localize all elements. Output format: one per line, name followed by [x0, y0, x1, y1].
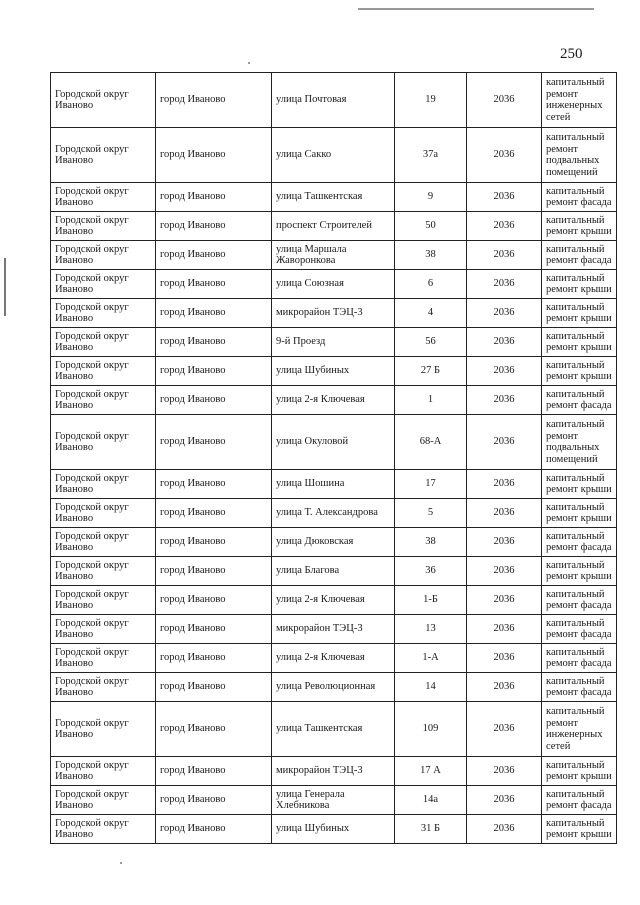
table-row	[51, 386, 617, 415]
district-cell: Городской округ Иваново	[51, 815, 156, 844]
city-cell: город Иваново	[156, 499, 272, 528]
city-cell: город Иваново	[156, 415, 272, 470]
table-row	[51, 615, 617, 644]
house-number-cell: 31 Б	[395, 815, 467, 844]
house-number-cell: 13	[395, 615, 467, 644]
year-cell: 2036	[467, 183, 542, 212]
work-type-cell: капитальный ремонт подвальных помещений	[542, 128, 617, 183]
work-type-cell: капитальный ремонт крыши	[542, 270, 617, 299]
city-cell: город Иваново	[156, 73, 272, 128]
table-body	[51, 73, 617, 844]
house-number-cell: 1-Б	[395, 586, 467, 615]
work-type-cell: капитальный ремонт крыши	[542, 212, 617, 241]
district-cell: Городской округ Иваново	[51, 299, 156, 328]
district-cell: Городской округ Иваново	[51, 183, 156, 212]
house-number-cell: 6	[395, 270, 467, 299]
city-cell: город Иваново	[156, 270, 272, 299]
street-cell: улица Союзная	[272, 270, 395, 299]
work-type-cell: капитальный ремонт крыши	[542, 815, 617, 844]
district-cell: Городской округ Иваново	[51, 128, 156, 183]
street-cell: улица Окуловой	[272, 415, 395, 470]
year-cell: 2036	[467, 73, 542, 128]
street-cell: микрорайон ТЭЦ-3	[272, 299, 395, 328]
district-cell: Городской округ Иваново	[51, 499, 156, 528]
work-type-cell: капитальный ремонт крыши	[542, 557, 617, 586]
work-type-cell: капитальный ремонт инженерных сетей	[542, 702, 617, 757]
work-type-cell: капитальный ремонт фасада	[542, 586, 617, 615]
city-cell: город Иваново	[156, 328, 272, 357]
table-row	[51, 702, 617, 757]
city-cell: город Иваново	[156, 557, 272, 586]
work-type-cell: капитальный ремонт инженерных сетей	[542, 73, 617, 128]
city-cell: город Иваново	[156, 615, 272, 644]
work-type-cell: капитальный ремонт фасада	[542, 644, 617, 673]
city-cell: город Иваново	[156, 212, 272, 241]
house-number-cell: 27 Б	[395, 357, 467, 386]
street-cell: микрорайон ТЭЦ-3	[272, 757, 395, 786]
city-cell: город Иваново	[156, 241, 272, 270]
table-row	[51, 673, 617, 702]
table-row	[51, 128, 617, 183]
table-row	[51, 73, 617, 128]
house-number-cell: 14	[395, 673, 467, 702]
table-row	[51, 557, 617, 586]
table-row	[51, 357, 617, 386]
table-row	[51, 328, 617, 357]
street-cell: улица Т. Александрова	[272, 499, 395, 528]
house-number-cell: 36	[395, 557, 467, 586]
year-cell: 2036	[467, 299, 542, 328]
district-cell: Городской округ Иваново	[51, 470, 156, 499]
work-type-cell: капитальный ремонт крыши	[542, 357, 617, 386]
house-number-cell: 19	[395, 73, 467, 128]
district-cell: Городской округ Иваново	[51, 212, 156, 241]
district-cell: Городской округ Иваново	[51, 73, 156, 128]
city-cell: город Иваново	[156, 128, 272, 183]
work-type-cell: капитальный ремонт фасада	[542, 183, 617, 212]
year-cell: 2036	[467, 241, 542, 270]
house-number-cell: 17	[395, 470, 467, 499]
year-cell: 2036	[467, 673, 542, 702]
city-cell: город Иваново	[156, 757, 272, 786]
street-cell: улица Почтовая	[272, 73, 395, 128]
street-cell: улица Сакко	[272, 128, 395, 183]
district-cell: Городской округ Иваново	[51, 644, 156, 673]
house-number-cell: 5	[395, 499, 467, 528]
table-row	[51, 528, 617, 557]
year-cell: 2036	[467, 499, 542, 528]
work-type-cell: капитальный ремонт фасада	[542, 241, 617, 270]
city-cell: город Иваново	[156, 644, 272, 673]
street-cell: 9-й Проезд	[272, 328, 395, 357]
table-row	[51, 586, 617, 615]
house-number-cell: 14а	[395, 786, 467, 815]
house-number-cell: 50	[395, 212, 467, 241]
house-number-cell: 56	[395, 328, 467, 357]
district-cell: Городской округ Иваново	[51, 528, 156, 557]
house-number-cell: 1-А	[395, 644, 467, 673]
work-type-cell: капитальный ремонт крыши	[542, 328, 617, 357]
work-type-cell: капитальный ремонт крыши	[542, 470, 617, 499]
table-row	[51, 241, 617, 270]
street-cell: улица Шубиных	[272, 815, 395, 844]
district-cell: Городской округ Иваново	[51, 386, 156, 415]
district-cell: Городской округ Иваново	[51, 557, 156, 586]
district-cell: Городской округ Иваново	[51, 786, 156, 815]
year-cell: 2036	[467, 557, 542, 586]
street-cell: улица 2-я Ключевая	[272, 644, 395, 673]
street-cell: улица Маршала Жаворонкова	[272, 241, 395, 270]
city-cell: город Иваново	[156, 815, 272, 844]
district-cell: Городской округ Иваново	[51, 702, 156, 757]
year-cell: 2036	[467, 386, 542, 415]
district-cell: Городской округ Иваново	[51, 586, 156, 615]
table-row	[51, 499, 617, 528]
street-cell: улица Благова	[272, 557, 395, 586]
street-cell: улица Ташкентская	[272, 183, 395, 212]
house-number-cell: 4	[395, 299, 467, 328]
house-number-cell: 38	[395, 241, 467, 270]
district-cell: Городской округ Иваново	[51, 673, 156, 702]
street-cell: улица Шошина	[272, 470, 395, 499]
city-cell: город Иваново	[156, 786, 272, 815]
street-cell: проспект Строителей	[272, 212, 395, 241]
street-cell: улица Дюковская	[272, 528, 395, 557]
table-row	[51, 644, 617, 673]
table-row	[51, 183, 617, 212]
table-row	[51, 299, 617, 328]
table-row	[51, 270, 617, 299]
work-type-cell: капитальный ремонт крыши	[542, 299, 617, 328]
table-row	[51, 786, 617, 815]
scan-edge-mark	[358, 8, 594, 10]
street-cell: улица Ташкентская	[272, 702, 395, 757]
house-number-cell: 1	[395, 386, 467, 415]
city-cell: город Иваново	[156, 586, 272, 615]
work-type-cell: капитальный ремонт фасада	[542, 386, 617, 415]
street-cell: улица Революционная	[272, 673, 395, 702]
work-type-cell: капитальный ремонт фасада	[542, 528, 617, 557]
year-cell: 2036	[467, 415, 542, 470]
scan-speck	[120, 862, 122, 864]
year-cell: 2036	[467, 470, 542, 499]
district-cell: Городской округ Иваново	[51, 757, 156, 786]
district-cell: Городской округ Иваново	[51, 415, 156, 470]
house-number-cell: 17 А	[395, 757, 467, 786]
year-cell: 2036	[467, 357, 542, 386]
year-cell: 2036	[467, 128, 542, 183]
page-number: 250	[560, 46, 583, 62]
city-cell: город Иваново	[156, 702, 272, 757]
district-cell: Городской округ Иваново	[51, 328, 156, 357]
street-cell: микрорайон ТЭЦ-3	[272, 615, 395, 644]
year-cell: 2036	[467, 702, 542, 757]
table-row	[51, 415, 617, 470]
year-cell: 2036	[467, 528, 542, 557]
work-type-cell: капитальный ремонт подвальных помещений	[542, 415, 617, 470]
city-cell: город Иваново	[156, 299, 272, 328]
city-cell: город Иваново	[156, 528, 272, 557]
house-number-cell: 109	[395, 702, 467, 757]
table-row	[51, 815, 617, 844]
work-type-cell: капитальный ремонт фасада	[542, 673, 617, 702]
table-row	[51, 212, 617, 241]
year-cell: 2036	[467, 328, 542, 357]
house-number-cell: 9	[395, 183, 467, 212]
repair-schedule-table	[50, 72, 617, 844]
year-cell: 2036	[467, 615, 542, 644]
work-type-cell: капитальный ремонт крыши	[542, 499, 617, 528]
district-cell: Городской округ Иваново	[51, 357, 156, 386]
city-cell: город Иваново	[156, 673, 272, 702]
district-cell: Городской округ Иваново	[51, 241, 156, 270]
house-number-cell: 37а	[395, 128, 467, 183]
year-cell: 2036	[467, 815, 542, 844]
year-cell: 2036	[467, 212, 542, 241]
house-number-cell: 38	[395, 528, 467, 557]
street-cell: улица Шубиных	[272, 357, 395, 386]
district-cell: Городской округ Иваново	[51, 270, 156, 299]
table-row	[51, 757, 617, 786]
year-cell: 2036	[467, 644, 542, 673]
scan-edge-mark	[4, 258, 6, 316]
table-row	[51, 470, 617, 499]
house-number-cell: 68-А	[395, 415, 467, 470]
district-cell: Городской округ Иваново	[51, 615, 156, 644]
street-cell: улица 2-я Ключевая	[272, 586, 395, 615]
year-cell: 2036	[467, 757, 542, 786]
year-cell: 2036	[467, 270, 542, 299]
street-cell: улица Генерала Хлебникова	[272, 786, 395, 815]
work-type-cell: капитальный ремонт фасада	[542, 786, 617, 815]
scan-speck	[248, 62, 250, 64]
city-cell: город Иваново	[156, 357, 272, 386]
work-type-cell: капитальный ремонт крыши	[542, 757, 617, 786]
city-cell: город Иваново	[156, 386, 272, 415]
street-cell: улица 2-я Ключевая	[272, 386, 395, 415]
city-cell: город Иваново	[156, 183, 272, 212]
year-cell: 2036	[467, 586, 542, 615]
work-type-cell: капитальный ремонт фасада	[542, 615, 617, 644]
city-cell: город Иваново	[156, 470, 272, 499]
year-cell: 2036	[467, 786, 542, 815]
